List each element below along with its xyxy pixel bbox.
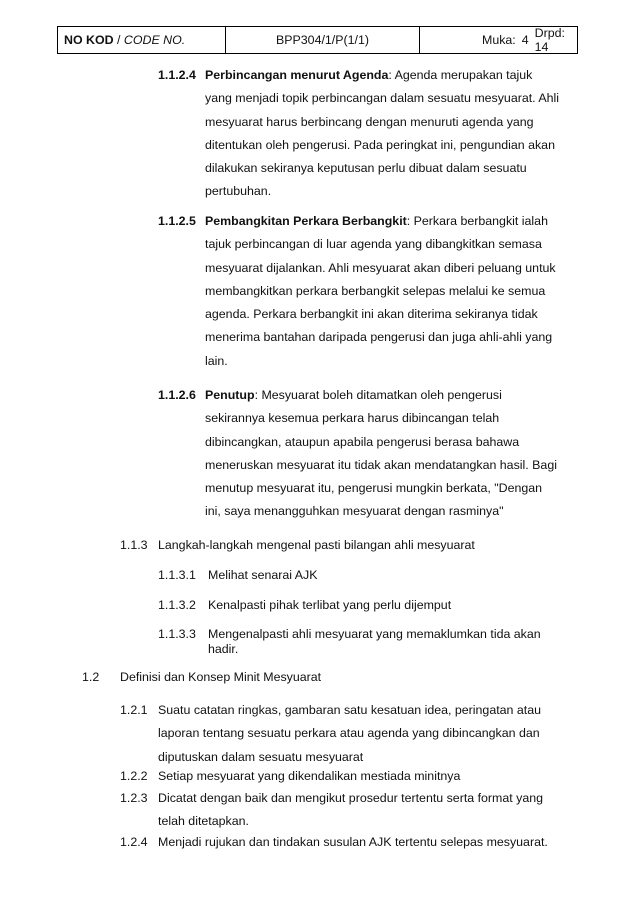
body-line: : Agenda merupakan tajuk <box>388 68 533 82</box>
body-line: ini, saya menangguhkan mesyuarat dengan rasminya" <box>205 504 504 519</box>
code-value: BPP304/1/P(1/1) <box>276 33 369 47</box>
body-line: ditentukan oleh pengerusi. Pada peringkat ini, pengundian akan <box>205 137 555 152</box>
item-text <box>158 699 541 769</box>
item-number: 1.2.1 <box>120 703 148 717</box>
body-line: mesyuarat dijalankan. Ahli mesyuarat akan diberi peluang untuk <box>205 260 556 275</box>
section-body <box>205 210 595 373</box>
section-term: Pembangkitan Perkara Berbangkit <box>205 214 407 228</box>
item-number: 1.1.3.3 <box>158 627 196 641</box>
item-text: Melihat senarai AJK <box>208 568 318 582</box>
body-line: lain. <box>205 353 228 368</box>
item-number: 1.1.3.1 <box>158 568 196 582</box>
body-line: tajuk perbincangan di luar agenda yang dibangkitkan semasa <box>205 237 542 252</box>
item-text <box>208 627 541 657</box>
page-number: 4 <box>521 33 529 47</box>
code-value-cell <box>226 27 420 53</box>
body-line: sekirannya kesemua perkara harus dibincangan telah <box>205 411 500 426</box>
body-line: pertubuhan. <box>205 184 272 199</box>
section-number: 1.1.2.4 <box>158 68 196 82</box>
item-line: diputuskan dalam sesuatu mesyuarat <box>158 749 364 764</box>
body-line: mesyuarat harus berbincang dengan menuruti agenda yang <box>205 114 534 129</box>
section-body <box>205 64 595 204</box>
item-line: telah ditetapkan. <box>158 814 249 829</box>
body-line: : Perkara berbangkit ialah <box>406 214 548 228</box>
item-line: Dicatat dengan baik dan mengikut prosedur tertentu serta format yang <box>158 791 544 805</box>
body-line: dilakukan sekiranya keputusan perlu dibuat dalam sesuatu <box>205 161 527 176</box>
body-line: : Mesyuarat boleh ditamatkan oleh pengerusi <box>254 388 502 402</box>
body-line: dibincangkan, ataupun apabila pengerusi berasa bahawa <box>205 434 520 449</box>
page-label: Muka: <box>482 33 516 47</box>
item-line: laporan tentang sesuatu perkara atau agenda yang dibincangkan dan <box>158 726 540 741</box>
page-cell <box>420 27 577 53</box>
body-line: yang menjadi topik perbincangan dalam sesuatu mesyuarat. Ahli <box>205 91 560 106</box>
item-line: Mengenalpasti ahli mesyuarat yang memaklumkan tida akan <box>208 627 541 641</box>
item-number: 1.2.2 <box>120 769 148 783</box>
item-text <box>158 787 543 834</box>
item-number: 1.2.4 <box>120 835 148 849</box>
section-title: Definisi dan Konsep Minit Mesyuarat <box>120 670 322 684</box>
body-line: membangkitkan perkara berbangkit selepas melalui ke semua <box>205 283 546 298</box>
body-line: menerima bantahan daripada pengerusi dan juga ahli-ahli yang <box>205 330 553 345</box>
section-number: 1.1.2.6 <box>158 388 196 402</box>
section-number: 1.1.2.5 <box>158 214 196 228</box>
item-number: 1.1.3.2 <box>158 598 196 612</box>
section-body <box>205 384 595 524</box>
page-total: Drpd: 14 <box>534 26 565 54</box>
code-separator: / <box>113 33 124 47</box>
body-line: menutup mesyuarat itu, pengerusi mungkin berkata, "Dengan <box>205 481 543 496</box>
item-text: Menjadi rujukan dan tindakan susulan AJK tertentu selepas mesyuarat. <box>158 835 548 849</box>
code-label-english: CODE NO. <box>123 33 186 47</box>
item-text: Setiap mesyuarat yang dikendalikan mestiada minitnya <box>158 769 461 783</box>
section-term: Perbincangan menurut Agenda <box>205 68 389 82</box>
section-title: Langkah-langkah mengenal pasti bilangan ahli mesyuarat <box>158 538 475 552</box>
code-label: NO KOD <box>64 33 114 47</box>
body-line: meneruskan mesyuarat itu tidak akan mendatangkan hasil. Bagi <box>205 457 557 472</box>
section-term: Penutup <box>205 388 255 402</box>
body-line: agenda. Perkara berbangkit ini akan diterima sekiranya tidak <box>205 307 538 322</box>
item-line: Suatu catatan ringkas, gambaran satu kesatuan idea, peringatan atau <box>158 703 541 717</box>
document-header-table <box>57 26 578 54</box>
code-cell <box>58 27 226 53</box>
item-text: Kenalpasti pihak terlibat yang perlu dijemput <box>208 598 452 612</box>
section-number: 1.1.3 <box>120 538 148 552</box>
item-number: 1.2.3 <box>120 791 148 805</box>
section-number: 1.2 <box>82 670 100 684</box>
item-line: hadir. <box>208 642 239 656</box>
